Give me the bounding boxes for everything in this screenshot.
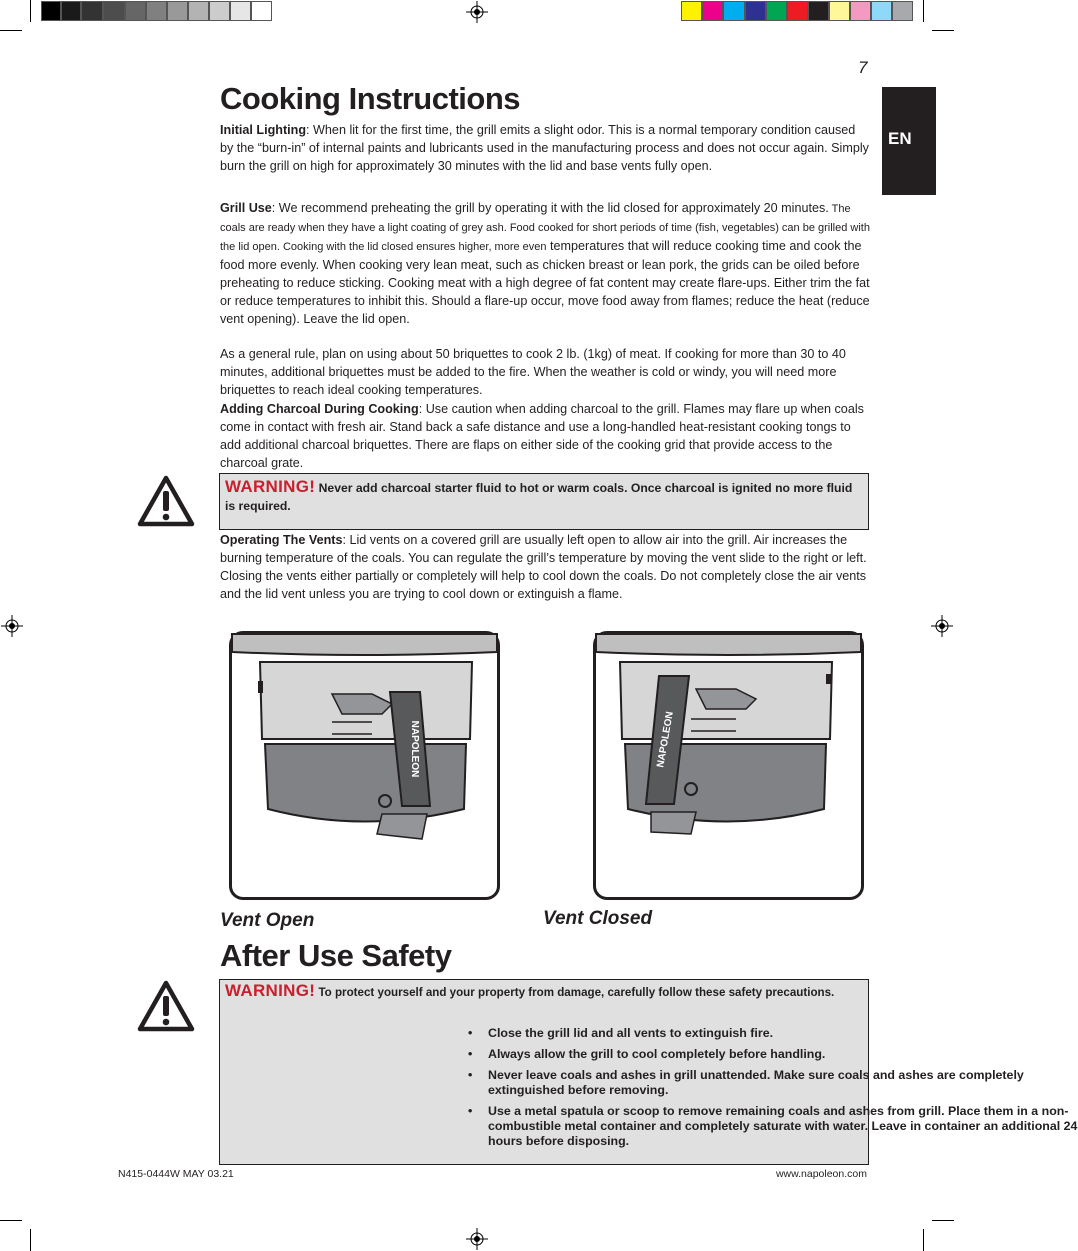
initial-lighting-paragraph [220,121,870,175]
page-number: 7 [858,58,868,77]
grill-vent-closed-drawing [596,634,861,897]
initial-lighting-text: : When lit for the first time, the grill emits a slight odor. This is a normal temporary condition caused by the “burn-in” of internal paints and lubricants used in the manufacturing process and does not occur again. Simply burn the grill on high for approximately 30 minutes with the lid and base vents fully open. [220,123,869,173]
list-item: • Use a metal spatula or scoop to remove remaining coals and ashes from grill. Place them in a non-combustible metal container and completely saturate with water. Leave in container an additional 24 hours before disposing. [468,1104,1078,1148]
grill-use-text-1: : We recommend preheating the grill by operating it with the lid closed for approximately 20 minutes. [271,201,829,215]
grill-use-label: Grill Use [220,201,272,215]
warning-label: WARNING! [225,981,316,1000]
registration-mark-icon [1,615,23,637]
caption-vent-open: Vent Open [220,910,315,931]
warning-text: Never add charcoal starter fluid to hot or warm coals. Once charcoal is ignited no more fluid is required. [225,481,853,513]
registration-mark-icon [931,615,953,637]
warning-box-after-use [219,979,1078,1165]
grill-vent-open-drawing [232,634,497,897]
warning-label: WARNING! [225,477,316,496]
language-tab-label: EN [888,129,912,148]
vent-open-illustration [229,631,500,900]
operating-vents-paragraph [220,531,870,603]
warning-triangle-icon [137,979,195,1033]
language-tab[interactable] [882,87,936,195]
adding-charcoal-text: : Use caution when adding charcoal to the grill. Flames may flare up when coals come in contact with fresh air. Stand back a safe distance and use a long-handled heat-resistant cooking tongs to add additional charcoal briquettes. There are flaps on either side of the cooking grid that provide access to the charcoal grate. [220,402,864,470]
warning-text: To protect yourself and your property from damage, carefully follow these safety precautions. [315,986,835,999]
briquettes-paragraph: As a general rule, plan on using about 50 briquettes to cook 2 lb. (1kg) of meat. If cooking for more than 30 to 40 minutes, additional briquettes must be added to the fire. When the weather is cold or windy, you will need more briquettes to reach ideal cooking temperatures. [220,347,846,397]
warning-box-charcoal [219,473,869,530]
adding-charcoal-label: Adding Charcoal During Cooking [220,402,419,416]
list-item: • Always allow the grill to cool completely before handling. [468,1047,826,1061]
warning-box-charcoal-content [225,478,855,515]
footer-doc-code: N415-0444W MAY 03.21 [118,1168,234,1180]
adding-charcoal-paragraph [220,400,870,472]
operating-vents-label: Operating The Vents [220,533,343,547]
safety-bullet-list [468,1026,1078,1155]
warning-triangle-icon [137,474,195,528]
after-use-title: After Use Safety [220,938,452,973]
registration-mark-icon [466,1228,488,1250]
caption-vent-closed: Vent Closed [543,908,653,929]
operating-vents-text: : Lid vents on a covered grill are usually left open to allow air into the grill. Air increases the burning temperature of the coals. You can regulate the grill’s temperature by moving the vent slide to the right or left. Closing the vents either partially or completely will help to cool down the coals. Do not completely close the air vents and the lid vent unless you are trying to cool down or extinguish a flame. [220,533,867,601]
cooking-title: Cooking Instructions [220,81,520,116]
vent-closed-handle-brand: NAPOLEON [655,710,676,769]
grill-use-text-small: The coals are ready when they have a light coating of grey ash. Food cooked for short periods of time (fish, vegetables) can be grilled with the lid open. Cooking with the lid closed ensures higher, more even [220,203,870,253]
grill-use-text-2: temperatures that will reduce cooking time and cook the food more evenly. When cooking very lean meat, such as chicken breast or lean pork, the grids can be oiled before preheating to reduce sticking. Cooking meat with a high degree of fat content may create flare-ups. Either trim the fat or reduce temperatures to inhibit this. Should a flare-up occur, move food away from flames; reduce the heat (reduce vent opening). Leave the lid open. [220,239,870,326]
registration-mark-icon [466,1,488,23]
footer-website[interactable]: www.napoleon.com [775,1168,867,1180]
grill-use-paragraph [220,199,870,328]
initial-lighting-label: Initial Lighting [220,123,307,137]
list-item: • Never leave coals and ashes in grill unattended. Make sure coals and ashes are completely extinguished before removing. [468,1068,1024,1097]
vent-closed-illustration [593,631,864,900]
warning-box-after-use-header [225,982,843,1002]
list-item: • Close the grill lid and all vents to extinguish fire. [468,1026,774,1040]
vent-open-handle-brand: NAPOLEON [409,720,420,778]
